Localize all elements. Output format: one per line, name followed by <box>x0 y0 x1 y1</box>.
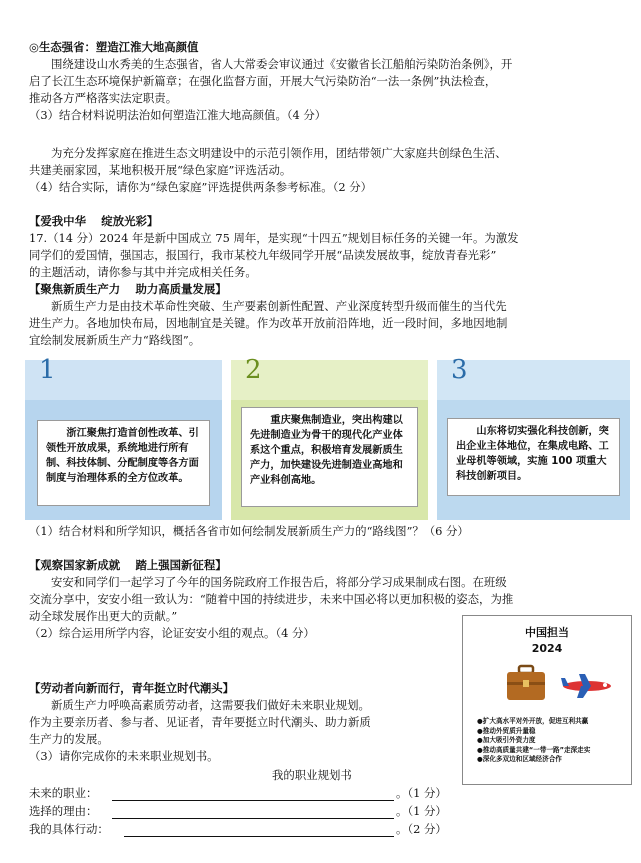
figure-list-item: ● 扩大高水平对外开放，促进互利共赢 <box>477 717 590 727</box>
action-answer-line[interactable] <box>124 836 394 837</box>
achievements-para-line1: 安安和同学们一起学习了今年的国务院政府工作报告后，将部分学习成果制成右图。在班级 <box>51 575 507 589</box>
achievements-para-line3: 动全球发展作出更大的贡献。” <box>29 609 178 623</box>
eco-para-line2: 启了长江生态环境保护新篇章；在强化监督方面，开展大气污染防治“一法一条例”执法检查， <box>29 74 497 88</box>
plan-row-label-reason: 选择的理由： <box>29 804 98 818</box>
eco-para-line1: 围绕建设山水秀美的生态强省，省人大常委会审议通过《安徽省长江船舶污染防治条例》，开 <box>51 57 513 71</box>
q17-line1: 17.（14 分）2024 年是新中国成立 75 周年，是实现“十四五”规划目标任务的关键一年。为激发 <box>29 231 519 245</box>
figure-list-item: ● 加大吸引外资力度 <box>477 736 590 746</box>
panel-number: 2 <box>245 355 262 385</box>
figure-list <box>477 717 590 765</box>
section-heading-labor: 【劳动者向新而行，青年挺立时代潮头】 <box>29 681 235 695</box>
section-heading-love: 【爱我中华 绽放光彩】 <box>29 214 159 228</box>
sub-heading-productivity: 【聚焦新质生产力 助力高质量发展】 <box>29 282 227 296</box>
plan-row-score: 。（2 分） <box>396 822 447 836</box>
question-eco-3: （3）结合材料说明法治如何塑造江淮大地高颜值。（4 分） <box>29 108 327 122</box>
roadmap-panel-shandong <box>437 355 630 520</box>
productivity-para-line2: 进生产力。各地加快布局，因地制宜是关键。作为改革开放前沿阵地，近一段时间，多地因地制 <box>29 316 508 330</box>
panel-number: 3 <box>451 355 468 385</box>
question-labor-3: （3）请你完成你的未来职业规划书。 <box>29 749 219 763</box>
labor-para-line3: 生产力的发展。 <box>29 732 109 746</box>
green-family-para-line2: 共建美丽家园，某地积极开展“绿色家庭”评选活动。 <box>29 163 292 177</box>
question-eco-4: （4）结合实际，请你为“绿色家庭”评选提供两条参考标准。（2 分） <box>29 180 373 194</box>
green-family-para-line1: 为充分发挥家庭在推进生态文明建设中的示范引领作用，团结带领广大家庭共创绿色生活、 <box>51 146 507 160</box>
q17-line2: 同学们的爱国情，强国志，报国行，我市某校九年级同学开展“品读发展故事，绽放青春光彩” <box>29 248 497 262</box>
china-responsibility-figure <box>462 615 632 785</box>
panel-text: 重庆聚焦制造业，突出构建以先进制造业为骨干的现代化产业体系这个重点，积极培育发展新质生产力，加快建设先进制造业高地和产业科创高地。 <box>241 407 418 507</box>
panel-text: 浙江聚焦打造首创性改革、引领性开放成果，系统地进行所有制、科技体制、分配制度等各方面制度与治理体系的全方位改革。 <box>37 420 210 506</box>
plan-row-score: 。（1 分） <box>396 786 447 800</box>
panel-number: 1 <box>39 355 56 385</box>
labor-para-line1: 新质生产力呼唤高素质劳动者，这需要我们做好未来职业规划。 <box>51 698 370 712</box>
figure-year: 2024 <box>531 642 563 655</box>
plan-row-label-career: 未来的职业： <box>29 786 98 800</box>
figure-list-item: ● 深化多双边和区域经济合作 <box>477 755 590 765</box>
figure-title: 中国担当 <box>525 626 569 639</box>
plan-row-score: 。（1 分） <box>396 804 447 818</box>
airplane-icon <box>559 672 615 700</box>
productivity-para-line1: 新质生产力是由技术革命性突破、生产要素创新性配置、产业深度转型升级而催生的当代先 <box>51 299 507 313</box>
productivity-para-line3: 宜绘制发展新质生产力“路线图”。 <box>29 333 201 347</box>
achievements-para-line2: 交流分享中，安安小组一致认为：“随着中国的持续进步，未来中国必将以更加积极的姿态，为推 <box>29 592 514 606</box>
plan-title: 我的职业规划书 <box>272 768 352 782</box>
section-heading-achievements: 【观察国家新成就 踏上强国新征程】 <box>29 558 227 572</box>
roadmap-panel-zhejiang <box>25 355 222 520</box>
question-achievements-2: （2）综合运用所学内容，论证安安小组的观点。（4 分） <box>29 626 315 640</box>
reason-answer-line[interactable] <box>112 818 394 819</box>
roadmap-panel-chongqing <box>231 355 428 520</box>
career-answer-line[interactable] <box>112 800 394 801</box>
labor-para-line2: 作为主要亲历者、参与者、见证者，青年要挺立时代潮头、助力新质 <box>29 715 371 729</box>
question-roadmap-1: （1）结合材料和所学知识，概括各省市如何绘制发展新质生产力的“路线图”？（6 分） <box>29 524 469 538</box>
eco-para-line3: 推动各方严格落实法定职责。 <box>29 91 178 105</box>
figure-list-item: ● 推动高质量共建“一带一路”走深走实 <box>477 746 590 756</box>
figure-list-item: ● 推动外贸质升量稳 <box>477 727 590 737</box>
section-heading-eco: ◎生态强省：塑造江淮大地高颜值 <box>29 40 199 54</box>
panel-text: 山东将切实强化科技创新，突出企业主体地位，在集成电路、工业母机等领域，实施 100 项重大科技创新项目。 <box>447 418 620 496</box>
plan-row-label-action: 我的具体行动： <box>29 822 109 836</box>
q17-line3: 的主题活动，请你参与其中并完成相关任务。 <box>29 265 257 279</box>
briefcase-icon <box>505 664 547 702</box>
